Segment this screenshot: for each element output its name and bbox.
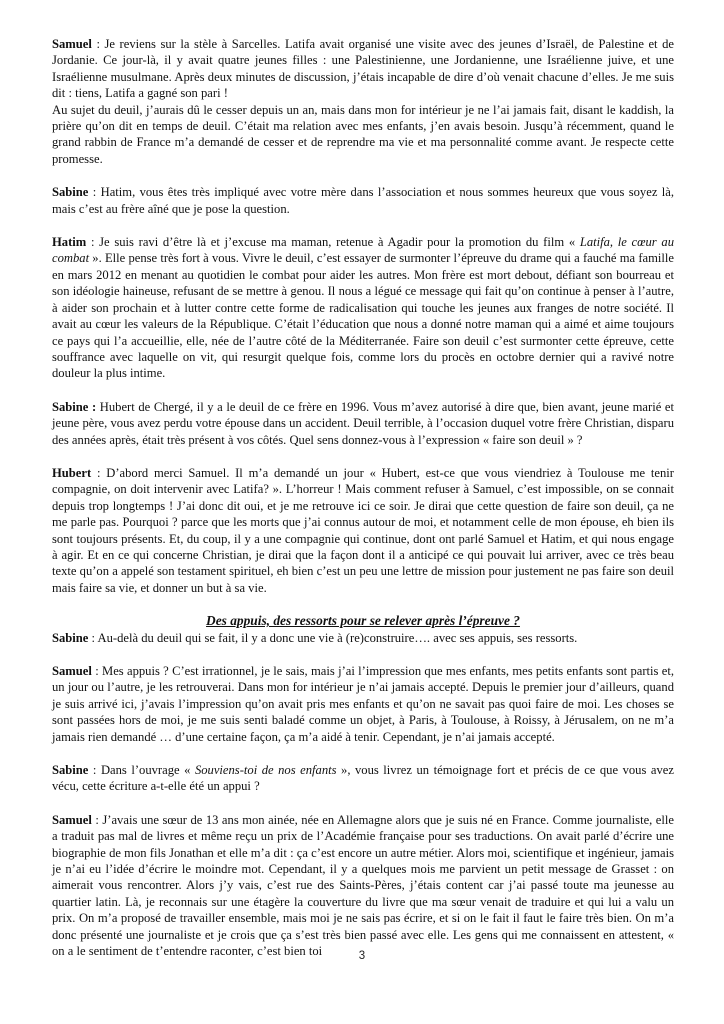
section-heading: Des appuis, des ressorts pour se relever après l’épreuve ? (206, 613, 520, 629)
speaker-name: Samuel (52, 812, 92, 827)
title-italic: Latifa, le cœur au combat (52, 235, 674, 266)
dialogue-paragraph (52, 812, 674, 960)
speech-text: ». Elle pense très fort à vous. Vivre le deuil, c’est essayer de surmonter l’épreuve du drame qui a fauché ma famille en mars 2012 en menant au quotidien le combat pour aider les autres. Mon frère est mort debout, défiant son bourreau et son idéologie haineuse, refusant de se mettre à genou. Il nous a légué ce message qui fait qu’on continue à penser à l’autre, à aider son prochain et à lutter contre cette forme de radicalisation qui touche les jeunes aux franges de notre société. Il avait au cœur les valeurs de la République. C’était l’éducation que nous a donné notre maman qui a aimé et aime toujours ce pays qui l’a accueillie, elle, née de l’autre côté de la Méditerranée. Faire son deuil c’est surmonter cette épreuve, cette souffrance avec laquelle on vit, qui resurgit quelque fois, comme lors du procès en octobre dernier qui a ravivé notre douleur la plus intime. (52, 251, 674, 381)
page-number: 3 (358, 950, 366, 962)
speech-text: Au sujet du deuil, j’aurais dû le cesser depuis un an, mais dans mon for intérieur je ne l’ai jamais fait, disant le kaddish, la prière qu’on dit en temps de deuil. C’était ma relation avec mes enfants, j’en avais besoin. Jusqu’à récemment, quand le grand rabbin de France m’a demandé de cesser et de reprendre ma vie et ma personnalité comme avant. Je respecte cette promesse. (52, 102, 674, 166)
speaker-name: Hubert (52, 465, 92, 480)
speaker-name: Sabine (52, 630, 89, 645)
dialogue-block (52, 465, 674, 596)
dialogue-block (52, 184, 674, 217)
dialogue-block (52, 762, 674, 795)
speech-text: : Je suis ravi d’être là et j’excuse ma maman, retenue à Agadir pour la promotion du film « (86, 235, 580, 250)
dialogue-block (52, 663, 674, 745)
speech-text: : Je reviens sur la stèle à Sarcelles. Latifa avait organisé une visite avec des jeunes d’Israël, de Palestine et de Jordanie. Ce jour-là, il y avait quatre jeunes filles : une Palestinienne, une Jordanienne, une Israélienne juive, et une Israélienne musulmane. Après deux minutes de discussion, j’étais incapable de dire d’où venait chacune d’elles. Je me suis dit : tiens, Latifa a gagné son pari ! (52, 37, 674, 101)
speaker-name: Samuel (52, 664, 92, 678)
speech-text: », vous livrez un témoignage fort et précis de ce que vous avez vécu, cette écriture a-t-elle été un appui ? (52, 763, 674, 794)
dialogue-paragraph (52, 399, 674, 448)
speech-text: : D’abord merci Samuel. Il m’a demandé un jour « Hubert, est-ce que vous viendriez à Toulouse me tenir compagnie, on doit intervenir avec Latifa? ». L’horreur ! Mais comment refuser à Samuel, c’est impossible, on se connait depuis trop longtemps ! J’ai donc dit oui, et je me retrouve ici ce soir. Je dirai que cette question de faire son deuil, ça ne me parle pas. Pourquoi ? parce que les morts que j’ai connus autour de moi, et notamment celle de mon épouse, eh bien ils sont toujours présents. Et, du coup, il y a une compagnie qui continue, dont ont parlé Samuel et Hatim, et qui nous engage à agir. Et en ce qui concerne Christian, je dirai que la façon dont il a anticipé ce qui pouvait lui arriver, avec ce très beau texte qu’on a appelé son testament spirituel, eh bien c’est un peu une lettre de mission pour justement ne pas faire son deuil mais faire sa vie, et donner un but à sa vie. (52, 465, 674, 595)
dialogue-paragraph (52, 184, 674, 217)
speech-text: Hubert de Chergé, il y a le deuil de ce frère en 1996. Vous m’avez autorisé à dire que, bien avant, jeune marié et jeune père, vous avez perdu votre épouse dans un accident. Deuil terrible, à l’occasion duquel votre frère Christian, disparu des années après, était très présent à vos côtés. Quel sens donnez-vous à l’expression « faire son deuil » ? (52, 399, 674, 447)
speaker-name: Hatim (52, 235, 87, 250)
dialogue-paragraph (52, 102, 674, 168)
dialogue-paragraph (52, 465, 674, 596)
speech-text: : J’avais une sœur de 13 ans mon ainée, née en Allemagne alors que je suis né en France. Comme journaliste, elle a traduit pas mal de livres et même reçu un prix de l’Académie française pour ses traductions. On avait parlé d’écrire une biographie de mon fils Jonathan et elle m’a dit : ça c’est encore un autre métier. Alors moi, scientifique et ingénieur, jamais je n’ai eu l’idée d’écrire le moindre mot. Cependant, il y a quelques mois me parvient un petit message de Grasset : on aimerait vous rencontrer. Alors j’y vais, c’est rue des Saints-Pères, j’étais content car j’ai passé toute ma jeunesse au quartier latin. Là, je reconnais sur une étagère la couverture du livre que ma sœur venait de traduire et qui lui a valu un prix. On m’a proposé de travailler ensemble, mais moi je ne sais pas écrire, et si on le fait il faut le faire très bien. On m’a donc présenté une journaliste et je crois que ça s’est très bien passé avec elle. Les gens qui me connaissent en attestent, « on a le sentiment de t’entendre raconter, c’est bien toi (52, 812, 674, 959)
dialogue-block (52, 399, 674, 448)
dialogue-section (52, 630, 674, 960)
dialogue-paragraph (52, 663, 674, 745)
dialogue-paragraph (52, 630, 674, 646)
dialogue-paragraph (52, 36, 674, 102)
speaker-name: Sabine (52, 185, 89, 200)
speaker-name: Sabine (52, 763, 89, 778)
speech-text: : Hatim, vous êtes très impliqué avec votre mère dans l’association et nous sommes heureux que vous soyez là, mais c’est au frère aîné que je pose la question. (52, 185, 674, 216)
speech-text: : Dans l’ouvrage « (88, 763, 195, 778)
title-italic: Souviens-toi de nos enfants (194, 763, 337, 778)
dialogue-block (52, 234, 674, 382)
speech-text: : Au-delà du deuil qui se fait, il y a donc une vie à (re)construire…. avec ses appuis, ses ressorts. (88, 630, 578, 645)
speaker-name: Samuel (52, 37, 92, 51)
dialogue-paragraph (52, 234, 674, 382)
dialogue-paragraph (52, 762, 674, 795)
speaker-name: Sabine : (52, 399, 97, 414)
dialogue-section (52, 36, 674, 596)
speech-text: : Mes appuis ? C’est irrationnel, je le sais, mais j’ai l’impression que mes enfants, mes petits enfants sont partis et, un jour ou l’autre, je les retrouverai. Dans mon for intérieur je n’ai jamais accepté. Depuis le premier jour d’ailleurs, quand je suis arrivé ici, j’avais l’impression qu’on avait pris mes enfants et qu’on ne savait pas quoi faire de moi. Les choses se sont passées hors de moi, je me suis senti baladé comme un objet, à Paris, à Toulouse, à Roissy, à Jérusalem, on ne m’a jamais rien demandé … d’une certaine façon, ça m’a aidé à tenir. Cependant, je n’ai jamais accepté. (52, 664, 674, 744)
document-page (52, 36, 674, 977)
dialogue-block (52, 36, 674, 167)
dialogue-block (52, 630, 674, 646)
dialogue-block (52, 812, 674, 960)
